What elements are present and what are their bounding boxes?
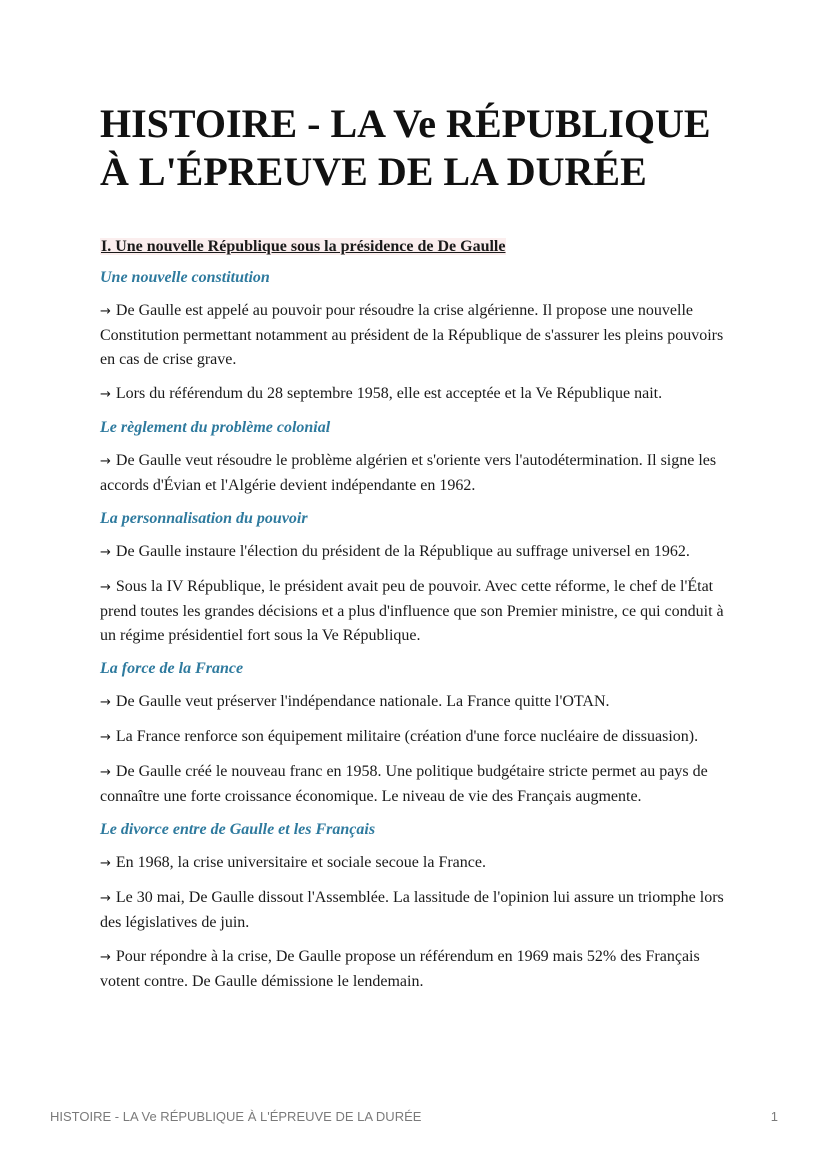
arrow-right-icon: → [100, 856, 111, 871]
arrow-right-icon: → [100, 891, 111, 906]
paragraph [100, 760, 728, 809]
paragraph [100, 851, 728, 876]
paragraph-text: Sous la IV République, le président avait peu de pouvoir. Avec cette réforme, le chef de l'État prend toutes les grandes décisions et a plus d'influence que son Premier ministre, ce qui conduit à un régime présidentiel fort sous la Ve République. [100, 578, 724, 644]
paragraph [100, 690, 728, 715]
paragraph [100, 575, 728, 648]
section-heading [100, 236, 728, 258]
paragraph-text: Pour répondre à la crise, De Gaulle propose un référendum en 1969 mais 52% des Français votent contre. De Gaulle démissione le lendemain. [100, 948, 700, 990]
arrow-right-icon: → [100, 695, 111, 710]
paragraph [100, 945, 728, 994]
paragraph-text: Le 30 mai, De Gaulle dissout l'Assemblée. La lassitude de l'opinion lui assure un triomphe lors des législatives de juin. [100, 889, 724, 931]
paragraph-text: De Gaulle créé le nouveau franc en 1958. Une politique budgétaire stricte permet au pays de connaître une forte croissance économique. Le niveau de vie des Français augmente. [100, 763, 708, 805]
document-page [100, 100, 728, 1004]
arrow-right-icon: → [100, 545, 111, 560]
paragraph [100, 886, 728, 935]
document-title: HISTOIRE - LA Ve RÉPUBLIQUE À L'ÉPREUVE DE LA DURÉE [100, 101, 711, 194]
arrow-right-icon: → [100, 304, 111, 319]
paragraph [100, 725, 728, 750]
arrow-right-icon: → [100, 580, 111, 595]
arrow-right-icon: → [100, 730, 111, 745]
paragraph-text: Lors du référendum du 28 septembre 1958, elle est acceptée et la Ve République nait. [115, 385, 663, 402]
subsection-heading-divorce: Le divorce entre de Gaulle et les Français [100, 821, 376, 838]
subsection-heading-pouvoir: La personnalisation du pouvoir [100, 510, 308, 527]
paragraph-text: La France renforce son équipement militaire (création d'une force nucléaire de dissuasion). [115, 728, 699, 745]
paragraph-text: De Gaulle veut préserver l'indépendance nationale. La France quitte l'OTAN. [115, 693, 610, 710]
subsection-heading-colonial: Le règlement du problème colonial [100, 419, 331, 436]
paragraph-text: De Gaulle est appelé au pouvoir pour résoudre la crise algérienne. Il propose une nouvelle Constitution permettant notamment au président de la République de s'assurer les pleins pouvoirs en cas de crise grave. [100, 302, 724, 368]
arrow-right-icon: → [100, 765, 111, 780]
paragraph [100, 382, 728, 407]
paragraph-text: De Gaulle veut résoudre le problème algérien et s'oriente vers l'autodétermination. Il signe les accords d'Évian et l'Algérie devient indépendante en 1962. [100, 452, 717, 494]
subsection-heading-force: La force de la France [100, 660, 244, 677]
arrow-right-icon: → [100, 454, 111, 469]
page-number: 1 [770, 1109, 778, 1124]
paragraph-text: De Gaulle instaure l'élection du président de la République au suffrage universel en 1962. [115, 543, 690, 560]
paragraph-text: En 1968, la crise universitaire et sociale secoue la France. [115, 854, 486, 871]
page-footer [50, 1109, 778, 1124]
arrow-right-icon: → [100, 387, 111, 402]
section-heading-text: I. Une nouvelle République sous la présidence de De Gaulle [101, 238, 506, 255]
paragraph [100, 449, 728, 498]
paragraph [100, 299, 728, 372]
footer-title: HISTOIRE - LA Ve RÉPUBLIQUE À L'ÉPREUVE DE LA DURÉE [50, 1109, 422, 1124]
paragraph [100, 540, 728, 565]
arrow-right-icon: → [100, 950, 111, 965]
subsection-heading-constitution: Une nouvelle constitution [100, 269, 270, 286]
